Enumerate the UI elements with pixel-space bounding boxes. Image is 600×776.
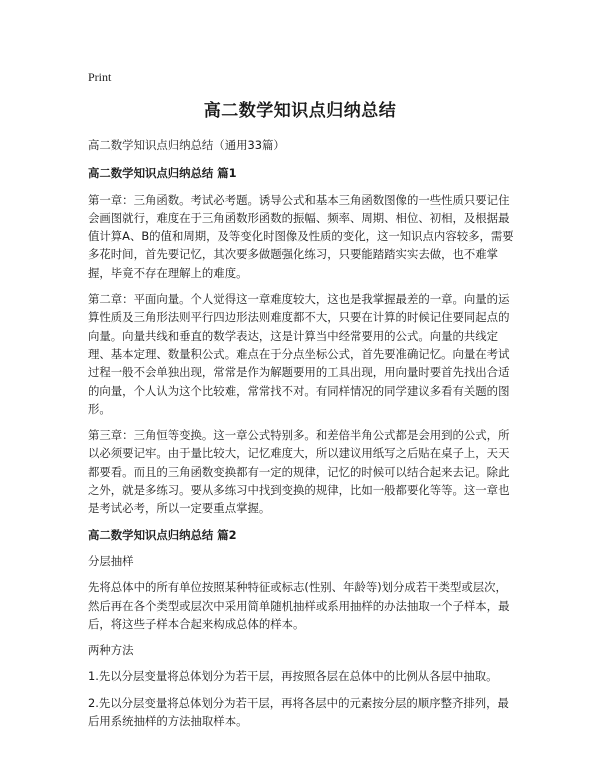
subheading: 两种方法 [88, 643, 134, 658]
subheading: 分层抽样 [88, 553, 134, 568]
page-title: 高二数学知识点归纳总结 [203, 101, 397, 121]
article-subtitle: 高二数学知识点归纳总结（通用33篇） [88, 138, 285, 152]
paragraph: 2.先以分层变量将总体划分为若干层，再将各层中的元素按分层的顺序整齐排列，最后用系统抽样的方法抽取样本。 [88, 695, 509, 729]
article-body [88, 136, 516, 738]
paragraph: 先将总体中的所有单位按照某种特征或标志(性别、年龄等)划分成若干类型或层次，然后再在各个类型或层次中采用简单随机抽样或系用抽样的办法抽取一个子样本，最后，将这些子样本合起来构成总体的样本。 [88, 580, 510, 631]
paragraph: 第二章：平面向量。个人觉得这一章难度较大，这也是我掌握最差的一章。向量的运算性质及三角形法则平行四边形法则难度都不大，只要在计算的时候记住要同起点的向量。向量共线和垂直的数学表达，这是计算当中经常要用的公式。向量的共线定理、基本定理、数量积公式。难点在于分点坐标公式，首先要准确记忆。向量在考试过程一般不会单独出现，常常是作为解题要用的工具出现，用向量时要首先找出合适的向量，个人认为这个比较难，常常找不对。有同样情况的同学建议多看有关题的图形。 [88, 292, 510, 416]
section-heading-2: 高二数学知识点归纳总结 篇2 [88, 527, 237, 542]
section-heading-1: 高二数学知识点归纳总结 篇1 [88, 166, 237, 181]
paragraph: 第三章：三角恒等变换。这一章公式特别多。和差倍半角公式都是会用到的公式，所以必须要记牢。由于量比较大，记忆难度大，所以建议用纸写之后贴在桌子上，天天都要看。而且的三角函数变换都有一定的规律，记忆的时候可以结合起来去记。除此之外，就是多练习。要从多练习中找到变换的规律，比如一般都要化等等。这一章也是考试必考，所以一定要重点掌握。 [88, 428, 510, 516]
paragraph: 第一章：三角函数。考试必考题。诱导公式和基本三角函数图像的一些性质只要记住会画图就行，难度在于三角函数形函数的振幅、频率、周期、相位、初相，及根据最值计算A、B的值和周期，及等变化时图像及性质的变化，这一知识点内容较多，需要多花时间，首先要记忆，其次要多做题强化练习，只要能踏踏实实去做，也不难掌握，毕竟不存在理解上的难度。 [88, 192, 514, 280]
print-link[interactable]: Print [88, 70, 112, 84]
paragraph: 1.先以分层变量将总体划分为若干层，再按照各层在总体中的比例从各层中抽取。 [88, 669, 498, 684]
